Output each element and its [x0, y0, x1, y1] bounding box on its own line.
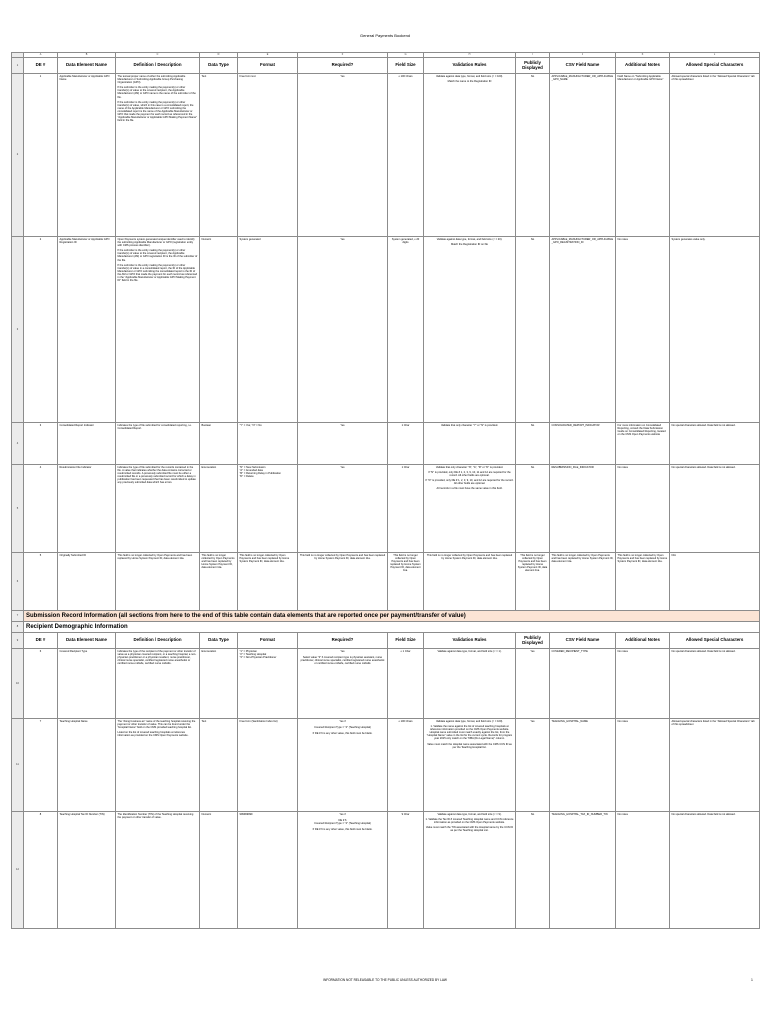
cell-format: System generated	[238, 237, 298, 423]
cell-paragraph: Indicates the type of the recipient of the payment or other transfer of value as a physician covered recipient, or a teaching hospital, a non-physician practitioner or a physician resident, nurse practitioner, clinical nurse specialist, certified registered nurse anesthetist or certified nurse-midwife, certified nurse midwife.	[117, 650, 197, 666]
cell-public: No	[516, 74, 550, 237]
cell-de: 3	[24, 423, 58, 465]
column-letter: C	[116, 53, 200, 58]
cell-dtype: Enumeration	[200, 465, 238, 553]
cell-notes: No notes	[616, 719, 670, 812]
cell-paragraph: Validate against data type, format, and field size (< = 100).	[436, 720, 503, 723]
cell-name: Originally Submitted ID	[58, 553, 116, 611]
cell-paragraph: This field is no longer collected by Open Payments and has been replaced by Home System Payment ID, data element 11a.	[426, 554, 513, 561]
cell-validation	[424, 237, 516, 423]
cell-format: "N" = New Submission "A" = Amended data "R" = Returning Delay in Publication "D" = Delete	[238, 465, 298, 553]
cell-paragraph: Value must match the TIN associated with the Hospital name by the CCN ID as per the Teaching Hospital List.	[425, 826, 514, 833]
cell-name: Consolidated Report Indicator	[58, 423, 116, 465]
page-title: General Payments Bookend	[359, 33, 411, 38]
header-validation: Validation Rules	[424, 633, 516, 649]
table-row	[12, 465, 760, 553]
cell-validation	[424, 74, 516, 237]
cell-paragraph: If the submitter is the entity making the payment(s) or other transfer(s) of value, which in this case is a consolidated report, the name of the Applicable Manufacturer or GPO submitting the consolidated report is the name of the Applicable Manufacturer or GPO that made the payment for each record as referenced in the "Applicable Manufacturer or Applicable GPO Making Payment Name" field in the file.	[117, 100, 198, 123]
cell-public: No	[516, 812, 550, 929]
cell-csv: APPLICABLE_MANUFACTURER_OR_APPLICABLE_GPO_NAME	[550, 74, 616, 237]
cell-format: "Y" = Yes; "N" = No	[238, 423, 298, 465]
cell-paragraph: Open Payments system generated unique identifier used to identify the submitting Applicable Manufacturer or GPO (registration entity with CMS process identifier).	[117, 238, 195, 248]
cell-allowed: No special characters allowed. Data field is not allowed.	[670, 423, 760, 465]
cell-validation	[424, 812, 516, 929]
cell-paragraph: All records in a file must have the same value in this field.	[436, 487, 503, 491]
cell-definition	[116, 237, 200, 423]
header-format: Format	[238, 633, 298, 649]
cell-de: 2	[24, 237, 58, 423]
cell-paragraph: Validate against data type, format, and field size (< = 100).	[436, 75, 503, 78]
cell-paragraph: Validate against data type, format, and field size (< = 20).	[436, 238, 503, 241]
cell-paragraph: Validate that only character "Y" or "N" is provided.	[441, 424, 498, 427]
cell-dtype: Text	[200, 74, 238, 237]
header-notes: Additional Notes	[616, 58, 670, 74]
table-row	[12, 74, 760, 237]
cell-paragraph: The "doing business as" name of the teaching hospital receiving the payment or other transfer of value. This can be found under the "Hospital Name" field on the CMS provided teaching hospital list.	[117, 720, 196, 730]
header-csv: CSV Field Name	[550, 58, 616, 74]
column-letter: L	[670, 53, 760, 58]
table-row	[12, 812, 760, 929]
header-format: Format	[238, 58, 298, 74]
table-row	[12, 237, 760, 423]
cell-validation	[424, 649, 516, 719]
table-row	[12, 423, 760, 465]
cell-public: No	[516, 423, 550, 465]
cell-required: Yes	[298, 465, 388, 553]
cell-public: No	[516, 237, 550, 423]
header-dtype: Data Type	[200, 633, 238, 649]
cell-required: Yes	[298, 237, 388, 423]
cell-public: This field is no longer collected by Open Payments and has been replaced by Home System Payment ID, data element 11a.	[516, 553, 550, 611]
cell-paragraph: Indicates the type of file submitted for consolidated reporting, i.e. Consolidated Report.	[117, 424, 192, 431]
cell-paragraph: Validate against data type, format, and field size (< = 9).	[437, 813, 502, 816]
cell-notes: No notes	[616, 812, 670, 929]
cell-paragraph: 1. Validate the name against the list of covered teaching hospitals at reference information provided on the CMS Open Payments website. Hospital name submitted must match exactly against the list, from the "Hospital Name" value in the list for the current cycle. Records for program year 2015 only match on the "DBA (Do Legal Name)" column.	[426, 725, 513, 741]
cell-required: Yes	[298, 74, 388, 237]
cell-public: Yes	[516, 719, 550, 812]
column-letter: K	[616, 53, 670, 58]
row-number: 4	[12, 423, 24, 465]
cell-paragraph: 1. Validate the Tax ID # covered Teaching Hospital name and CCN reference information as provided on the CMS Open Payments website.	[425, 818, 514, 825]
header-notes: Additional Notes	[616, 633, 670, 649]
cell-paragraph: Match the name to the Registration ID	[447, 80, 492, 84]
column-letter: E	[238, 53, 298, 58]
cell-dtype: This field is no longer collected by Open Payments and has been replaced by Home System Payment ID, data element 11a.	[200, 553, 238, 611]
cell-csv: CONSOLIDATED_REPORT_INDICATOR	[550, 423, 616, 465]
cell-definition	[116, 812, 200, 929]
table-row	[12, 649, 760, 719]
cell-validation	[424, 553, 516, 611]
cell-notes: For more information on Consolidated Reporting, consult the Data Submission Guide on Consolidated Reporting, located on the CMS Open Payments website	[616, 423, 670, 465]
cell-paragraph: Validate that only character "N", "A", "R" or "D" is provided.	[435, 466, 504, 469]
cell-de: 7	[24, 719, 58, 812]
header-validation: Validation Rules	[424, 58, 516, 74]
cell-notes: Field Name on "Submitting Applicable Manufacturer or Applicable GPO Name"	[616, 74, 670, 237]
cell-name: Teaching Hospital Name	[58, 719, 116, 812]
cell-paragraph: Indicates the type of file submitted for the records contained in the file. A value that indicates whether the data contains corrected or resubmitted records. A previously submitted file must be either a resubmitted file or a previously submitted record for which a delay in publication has been requested that has been resubmitted to update any previously submitted data which has errors.	[117, 466, 196, 485]
cell-definition	[116, 465, 200, 553]
cell-definition	[116, 553, 200, 611]
cell-paragraph: If the submitter is the entity making the payment(s) or other transfer(s) of value to the covered recipient, the Applicable Manufacturer (AM) or GPO name is the name of the submitter of the file.	[117, 86, 196, 99]
header-public: Publicly Displayed	[516, 633, 550, 649]
cell-csv: COVERED_RECIPIENT_TYPE	[550, 649, 616, 719]
column-letter: F	[298, 53, 388, 58]
cell-paragraph: If the submitter is the entity making the payment(s) or other transfer(s) of value in a consolidated report, the ID of the Applicable Manufacturer or GPO submitting the consolidated report is the ID of the AM or GPO that made the payment for each record as referenced in the "Applicable Manufacturer or Applicable GPO Making Payment ID" field in the file.	[117, 263, 198, 283]
cell-allowed: Allowed special characters listed in the "Allowed Special Characters" tab of this spreadsheet	[670, 74, 760, 237]
section-title: Submission Record Information (all sections from here to the end of this table contain data elements that are reported once per payment/transfer of value)	[24, 611, 760, 622]
cell-size: 1 Char	[388, 423, 424, 465]
cell-required: Yes Select value "3" if covered recipient type is physician assistant, nurse practitioner, clinical nurse specialist, certified registered nurse anesthetist or certified nurse-midwife, certified nurse midwife	[298, 649, 388, 719]
cell-size: This field is no longer collected by Open Payments and has been replaced by Home System Payment ID, data element 11a.	[388, 553, 424, 611]
cell-format: Free form (Sanitization Index list)	[238, 719, 298, 812]
cell-de: 8	[24, 812, 58, 929]
cell-csv: APPLICABLE_MANUFACTURER_OR_APPLICABLE_GPO_REGISTRATION_ID	[550, 237, 616, 423]
row-number: 10	[12, 649, 24, 719]
cell-paragraph: If the submitter is the entity making the payment(s) or other transfer(s) of value to the covered recipient, the Applicable Manufacturer (AM) or GPO registration ID is the ID of the submitter of the file.	[117, 249, 198, 262]
cell-format: Free form text	[238, 74, 298, 237]
header-csv: CSV Field Name	[550, 633, 616, 649]
cell-dtype: Text	[200, 719, 238, 812]
row-number: 8	[12, 622, 24, 633]
row-number: 6	[12, 553, 24, 611]
cell-format: "1" = Physician "2" = Teaching Hospital "3" = Non-Physician Practitioner	[238, 649, 298, 719]
spreadsheet-table	[11, 52, 760, 929]
row-number: 11	[12, 719, 24, 812]
cell-de: 1	[24, 74, 58, 237]
header-size: Field Size	[388, 58, 424, 74]
cell-size: ≤ 100 Chars	[388, 719, 424, 812]
cell-validation	[424, 719, 516, 812]
header-de: DE #	[24, 633, 58, 649]
cell-allowed: No special characters allowed. Data field is not allowed.	[670, 812, 760, 929]
header-row	[12, 58, 760, 74]
cell-definition	[116, 649, 200, 719]
cell-public: No	[516, 465, 550, 553]
cell-de: 6	[24, 649, 58, 719]
cell-definition	[116, 719, 200, 812]
row-number: 12	[12, 812, 24, 929]
column-letter: H	[424, 53, 516, 58]
header-allowed: Allowed Special Characters	[670, 58, 760, 74]
cell-paragraph: Value must match the Hospital name associated with the CMS CCN ID as per the Teaching Hospital list.	[427, 742, 512, 749]
header-definition: Definition / Description	[116, 58, 200, 74]
cell-size: ≤ 100 Chars	[388, 74, 424, 237]
row-number: 7	[12, 611, 24, 622]
cell-notes: No notes	[616, 237, 670, 423]
cell-size: 9 Char	[388, 812, 424, 929]
header-required: Required?	[298, 633, 388, 649]
header-allowed: Allowed Special Characters	[670, 633, 760, 649]
cell-paragraph: If "D" is provided, only DE # 1, 2, 3, 9, 10, and 12 are required for the record. All other fields are optional.	[425, 479, 514, 486]
table-row	[12, 719, 760, 812]
column-letter: D	[200, 53, 238, 58]
cell-csv: RESUBMISSION_FILE_INDICATOR	[550, 465, 616, 553]
cell-required: Yes	[298, 423, 388, 465]
page-number: 1	[751, 978, 753, 982]
header-name: Data Element Name	[58, 58, 116, 74]
cell-validation	[424, 423, 516, 465]
cell-required: Yes if DE # 6 Covered Recipient Type = "2" (Teaching Hospital) If DE # 6 is any other value, this field must be blank.	[298, 812, 388, 929]
footer-notice: INFORMATION NOT RELEASABLE TO THE PUBLIC UNLESS AUTHORIZED BY LAW	[323, 978, 447, 982]
section-row	[12, 611, 760, 622]
cell-format: 999999999	[238, 812, 298, 929]
row-number: 9	[12, 633, 24, 649]
cell-dtype: Numeric	[200, 237, 238, 423]
cell-paragraph: Validate against data type, format, and field size (< = 1).	[437, 650, 502, 653]
cell-required: This field is no longer collected by Open Payments and has been replaced by Home System Payment ID, data element 11a.	[298, 553, 388, 611]
cell-allowed: No special characters allowed. Data field is not allowed.	[670, 465, 760, 553]
row-number: 5	[12, 465, 24, 553]
cell-name: Covered Recipient Type	[58, 649, 116, 719]
cell-paragraph: Match the Registration ID on file	[451, 243, 488, 247]
cell-name: Applicable Manufacturer or Applicable GPO Name	[58, 74, 116, 237]
cell-public: Yes	[516, 649, 550, 719]
section-row	[12, 622, 760, 633]
cell-name: Resubmission File Indicator	[58, 465, 116, 553]
header-required: Required?	[298, 58, 388, 74]
cell-definition	[116, 74, 200, 237]
header-definition: Definition / Description	[116, 633, 200, 649]
cell-size: System generated, ≤ 20 digits	[388, 237, 424, 423]
cell-dtype: Boolean	[200, 423, 238, 465]
cell-dtype: Numeric	[200, 812, 238, 929]
header-dtype: Data Type	[200, 58, 238, 74]
cell-de: 5	[24, 553, 58, 611]
cell-csv: This field is no longer collected by Open Payments and has been replaced by Home System Payment ID, data element 11a.	[550, 553, 616, 611]
cell-required: Yes if Covered Recipient Type = "2" (Teaching Hospital) If DE # 6 is any other value, this field must be blank.	[298, 719, 388, 812]
cell-definition	[116, 423, 200, 465]
cell-notes: No notes	[616, 649, 670, 719]
cell-allowed: N/A	[670, 553, 760, 611]
section-title: Recipient Demographic Information	[24, 622, 760, 633]
cell-de: 4	[24, 465, 58, 553]
header-public: Publicly Displayed	[516, 58, 550, 74]
row-number: 3	[12, 237, 24, 423]
cell-name: Applicable Manufacturer or Applicable GPO Registration ID	[58, 237, 116, 423]
cell-size: 1 Char	[388, 465, 424, 553]
cell-paragraph: If "N" is provided, only DE # 1, 2, 3, 9, 10, 11 and 12 are required for the record. All other fields are optional.	[428, 471, 511, 478]
cell-notes: This field is no longer collected by Open Payments and has been replaced by Home System Payment ID, data element 11a.	[616, 553, 670, 611]
sheet-body	[12, 53, 760, 929]
cell-paragraph: Listed on the list of covered teaching hospitals at reference information as provided on the CMS Open Payments website.	[117, 731, 189, 738]
cell-paragraph: This field is no longer collected by Open Payments and has been replaced by Home System Payment ID, data element 11a.	[117, 554, 193, 561]
column-letter: J	[550, 53, 616, 58]
cell-paragraph: The textual proper name of either the submitting Applicable Manufacturer or Submitting Applicable Group Purchasing Organization (GPO).	[117, 75, 186, 85]
cell-paragraph: The Identification Number (TIN) of the Teaching Hospital receiving the payment or other transfer of value.	[117, 813, 194, 820]
cell-allowed: Allowed special characters listed in the "Allowed Special Characters" tab of this spreadsheet	[670, 719, 760, 812]
header-size: Field Size	[388, 633, 424, 649]
column-letter: I	[516, 53, 550, 58]
cell-name: Teaching Hospital Tax ID Number (TIN)	[58, 812, 116, 929]
table-row	[12, 553, 760, 611]
cell-validation	[424, 465, 516, 553]
row-number: 1	[12, 58, 24, 74]
cell-allowed: System generates value only.	[670, 237, 760, 423]
cell-csv: TEACHING_HOSPITAL_TAX_ID_NUMBER_TIN	[550, 812, 616, 929]
cell-format: This field is no longer collected by Open Payments and has been replaced by Home System Payment ID, data element 11a.	[238, 553, 298, 611]
column-letter: A	[24, 53, 58, 58]
column-letter: B	[58, 53, 116, 58]
cell-allowed: No special characters allowed. Data field is not allowed.	[670, 649, 760, 719]
header-row	[12, 633, 760, 649]
row-number: 2	[12, 74, 24, 237]
cell-dtype: Enumeration	[200, 649, 238, 719]
header-de: DE #	[24, 58, 58, 74]
cell-csv: TEACHING_HOSPITAL_NAME	[550, 719, 616, 812]
header-name: Data Element Name	[58, 633, 116, 649]
column-letter: G	[388, 53, 424, 58]
cell-notes: No notes	[616, 465, 670, 553]
cell-size: ≤ 1 Char	[388, 649, 424, 719]
